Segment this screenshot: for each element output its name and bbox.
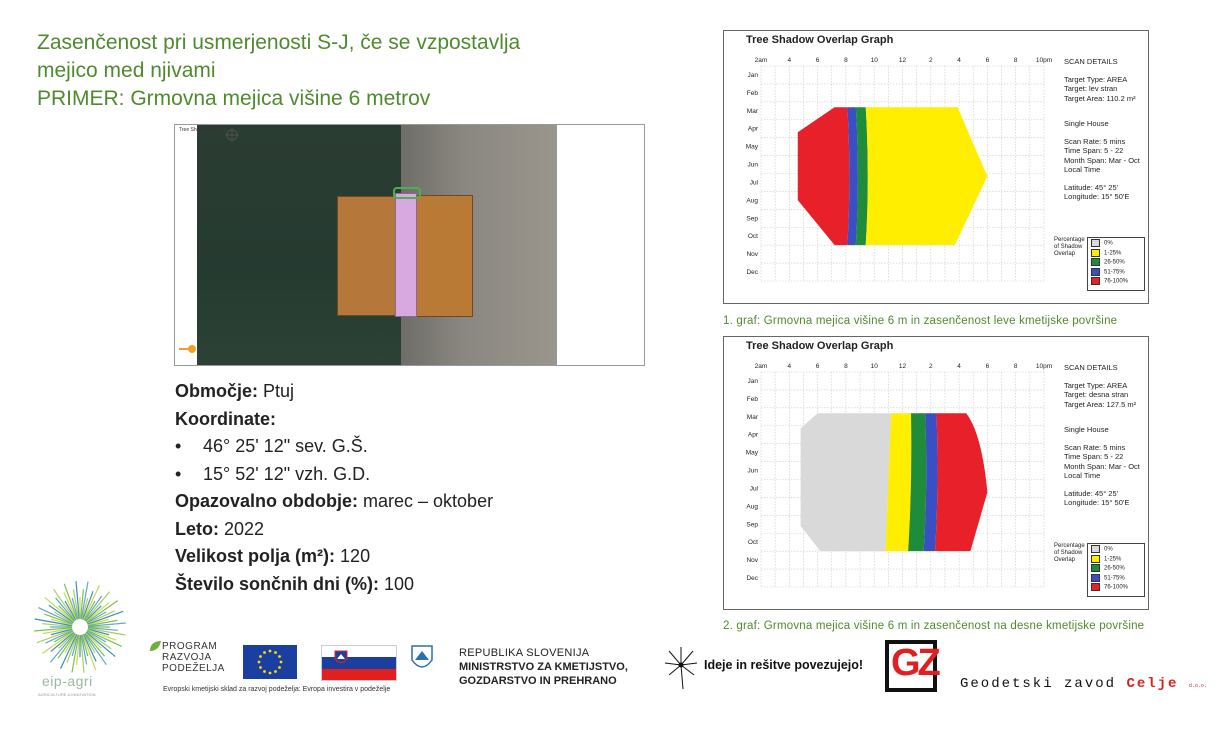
legend-title-3: Overlap	[1054, 251, 1076, 257]
legend-box	[1087, 543, 1145, 597]
chart-1-scan-details	[1064, 57, 1140, 202]
legend-title-1: Percentage	[1054, 543, 1085, 549]
chart-1-caption: 1. graf: Grmovna mejica višine 6 m in zasenčenost leve kmetijske površine	[723, 315, 1118, 327]
photo-header: Tree Shadow Plot	[179, 127, 219, 133]
eu-star	[269, 650, 272, 653]
page-title	[37, 29, 677, 113]
y-tick-label: May	[745, 449, 758, 457]
eu-star	[278, 655, 281, 658]
eip-agri-logo	[30, 577, 130, 707]
x-tick-label: 4	[787, 363, 792, 370]
x-tick-label: 10pm	[1035, 363, 1053, 370]
size-label: Velikost polja (m²):	[175, 546, 336, 566]
eu-star	[269, 672, 272, 675]
x-tick-label: 12	[898, 57, 907, 64]
slovenia-coat-icon	[334, 650, 348, 666]
y-tick-label: Jan	[747, 377, 758, 385]
scan-target-area: Target Area: 110.2 m²	[1064, 93, 1136, 103]
y-tick-label: May	[745, 143, 758, 151]
y-tick-label: Apr	[747, 431, 758, 439]
scan-heading: SCAN DETAILS	[1064, 57, 1118, 66]
y-tick-label: Jun	[747, 161, 758, 169]
scan-heading: SCAN DETAILS	[1064, 363, 1118, 372]
eu-flag	[243, 645, 297, 679]
sun-days-row	[175, 571, 493, 599]
y-tick-label: Jul	[749, 179, 758, 187]
photo-right-margin	[557, 125, 644, 365]
shadow-band-0	[801, 413, 892, 551]
x-tick-label: 2	[928, 363, 933, 370]
scan-local-time: Local Time	[1064, 165, 1101, 174]
scan-time-span: Time Span: 5 - 22	[1064, 146, 1124, 155]
eu-star	[280, 661, 283, 664]
shadow-band-1-25	[866, 107, 988, 245]
title-line-2: mejico med njivami	[37, 59, 216, 82]
celje-suffix: d.o.o.	[1188, 683, 1207, 689]
legend-title-3: Overlap	[1054, 557, 1076, 563]
chart-2-caption: 2. graf: Grmovna mejica višine 6 m in zasenčenost na desne kmetijske površine	[723, 620, 1145, 632]
left-shadow-area	[337, 196, 397, 316]
hedge-strip	[395, 193, 417, 317]
period-value: marec – oktober	[363, 491, 494, 511]
program-line-3: PODEŽELJA	[162, 663, 225, 674]
legend-title-1: Percentage	[1054, 237, 1085, 243]
area-label: Območje:	[175, 381, 259, 401]
legend-item-4: 76-100%	[1091, 583, 1141, 593]
ministry-line-3: GOZDARSTVO IN PREHRANO	[459, 675, 617, 687]
legend-item-3: 51-75%	[1091, 574, 1141, 584]
eip-agri-text: eip-agri	[42, 673, 93, 689]
x-tick-label: 6	[985, 57, 990, 64]
y-tick-label: Nov	[746, 251, 758, 259]
ideje-slogan: Ideje in rešitve povezujejo!	[704, 658, 864, 672]
eu-star	[263, 670, 266, 673]
y-tick-label: Dec	[746, 575, 758, 583]
x-tick-label: 2am	[754, 363, 768, 370]
x-tick-label: 4	[957, 363, 961, 370]
y-tick-label: Dec	[746, 269, 758, 277]
legend-item-0: 0%	[1091, 239, 1141, 249]
y-tick-label: Jan	[747, 71, 758, 79]
legend-item-0: 0%	[1091, 545, 1141, 555]
scan-target-area: Target Area: 127.5 m²	[1064, 399, 1137, 409]
year-value: 2022	[224, 518, 265, 539]
scan-month-span: Month Span: Mar - Oct	[1064, 155, 1140, 165]
title-line-3: PRIMER: Grmovna mejica višine 6 metrov	[37, 87, 431, 110]
x-tick-label: 10pm	[1035, 57, 1053, 64]
legend-title-2: of Shadow	[1054, 244, 1083, 250]
aerial-shadow-photo	[174, 124, 645, 366]
gz-letters: GZ	[891, 642, 938, 684]
ministry-line-2: MINISTRSTVO ZA KMETIJSTVO,	[459, 661, 628, 673]
scan-month-span: Month Span: Mar - Oct	[1064, 461, 1140, 471]
hedge-tree-marker	[393, 187, 421, 199]
y-tick-label: Apr	[747, 125, 758, 133]
coord-2-value: 15° 52' 12" vzh. G.D.	[203, 463, 371, 484]
chart-2	[723, 336, 1149, 610]
compass-icon	[225, 128, 239, 142]
eu-star	[258, 661, 261, 664]
y-tick-label: Feb	[746, 395, 758, 403]
eu-star	[263, 651, 266, 654]
coat-of-arms-icon	[410, 644, 434, 674]
y-tick-label: Aug	[746, 503, 758, 511]
period-label: Opazovalno obdobje:	[175, 491, 358, 511]
title-line-1: Zasenčenost pri usmerjenosti S-J, če se vzpostavlja	[37, 31, 521, 54]
x-tick-label: 8	[1013, 363, 1018, 370]
coord-1-value: 46° 25' 12" sev. G.Š.	[203, 436, 368, 456]
legend-title	[1054, 543, 1085, 564]
legend-item-3: 51-75%	[1091, 268, 1141, 278]
chart-1	[723, 30, 1149, 304]
geodetski-zavod-text	[960, 676, 1207, 692]
eu-star	[274, 670, 277, 673]
eip-agri-subtitle: AGRICULTURE & INNOVATION	[38, 692, 96, 697]
scan-rate: Scan Rate: 5 mins	[1064, 136, 1126, 146]
scan-target: Target: lev stran	[1064, 84, 1118, 93]
legend-item-1: 1-25%	[1091, 249, 1141, 259]
leaf-icon	[148, 639, 162, 653]
x-tick-label: 6	[815, 363, 820, 370]
legend-box	[1087, 237, 1145, 291]
x-tick-label: 2am	[754, 57, 768, 64]
y-tick-label: Aug	[746, 197, 758, 205]
photo-left-margin	[175, 125, 197, 365]
x-tick-label: 10	[870, 363, 878, 370]
legend-item-1: 1-25%	[1091, 555, 1141, 565]
eu-stars-icon	[243, 645, 297, 679]
eu-star	[274, 651, 277, 654]
y-tick-label: Mar	[746, 413, 758, 421]
scan-target-type: Target Type: AREA	[1064, 380, 1128, 390]
y-tick-label: Oct	[747, 539, 758, 547]
eip-agri-burst-icon	[30, 577, 130, 677]
sun-direction-icon	[179, 343, 197, 355]
size-value: 120	[340, 546, 371, 566]
x-tick-label: 8	[1013, 57, 1018, 64]
x-tick-label: 6	[815, 57, 820, 64]
chart-2-scan-details	[1064, 363, 1140, 508]
eu-fund-note: Evropski kmetijski sklad za razvoj podeželja: Evropa investira v podeželje	[163, 686, 391, 693]
y-tick-label: Jun	[747, 467, 758, 475]
legend-item-2: 26-50%	[1091, 564, 1141, 574]
eu-star	[278, 666, 281, 669]
shadow-band-76-100	[798, 107, 850, 245]
scan-latitude: Latitude: 45° 25'	[1064, 182, 1119, 192]
dandelion-icon	[661, 645, 701, 691]
celje-label: Celje	[1126, 676, 1179, 692]
scan-local-time: Local Time	[1064, 471, 1101, 480]
geodetski-label: Geodetski zavod	[960, 676, 1117, 692]
legend-item-4: 76-100%	[1091, 277, 1141, 287]
chart-1-title: Tree Shadow Overlap Graph	[746, 34, 894, 46]
scan-target-type: Target Type: AREA	[1064, 74, 1128, 84]
program-line-2: RAZVOJA	[162, 652, 212, 663]
program-line-1: PROGRAM	[162, 641, 218, 652]
coords-row	[175, 406, 493, 434]
legend-title-2: of Shadow	[1054, 550, 1083, 556]
field-size-row	[175, 543, 493, 571]
scan-longitude: Longitude: 15° 50'E	[1064, 498, 1130, 507]
year-row	[175, 516, 493, 544]
scan-house: Single House	[1064, 425, 1109, 434]
y-tick-label: Sep	[746, 521, 758, 529]
scan-target: Target: desna stran	[1064, 390, 1129, 399]
eu-star	[259, 655, 262, 658]
scan-rate: Scan Rate: 5 mins	[1064, 442, 1126, 452]
eu-star	[259, 666, 262, 669]
gz-logo	[885, 640, 937, 692]
coords-label: Koordinate:	[175, 408, 276, 429]
sun-value: 100	[384, 573, 415, 594]
x-tick-label: 4	[957, 57, 961, 64]
area-row	[175, 378, 493, 406]
x-tick-label: 4	[787, 57, 792, 64]
ministry-text	[459, 646, 628, 688]
x-tick-label: 8	[844, 363, 848, 370]
y-tick-label: Nov	[746, 557, 758, 565]
coord-latitude: • 46° 25' 12" sev. G.Š.	[175, 436, 368, 456]
area-value: Ptuj	[263, 381, 295, 401]
sun-label: Število sončnih dni (%):	[175, 573, 380, 594]
location-details	[175, 378, 493, 598]
x-tick-label: 2	[928, 57, 933, 64]
scan-longitude: Longitude: 15° 50'E	[1064, 192, 1130, 201]
shadow-band-76-100	[935, 413, 987, 551]
x-tick-label: 8	[844, 57, 848, 64]
y-tick-label: Sep	[746, 215, 758, 223]
x-tick-label: 12	[898, 363, 907, 370]
chart-2-title: Tree Shadow Overlap Graph	[746, 340, 894, 352]
year-label: Leto:	[175, 518, 219, 539]
slovenia-flag	[321, 645, 397, 681]
right-shadow-area	[415, 195, 473, 317]
ministry-line-1: REPUBLIKA SLOVENIJA	[459, 647, 590, 659]
y-tick-label: Mar	[746, 107, 758, 115]
y-tick-label: Oct	[747, 233, 758, 241]
scan-latitude: Latitude: 45° 25'	[1064, 488, 1119, 498]
x-tick-label: 10	[870, 57, 878, 64]
x-tick-label: 6	[985, 363, 990, 370]
scan-house: Single House	[1064, 119, 1109, 128]
legend-title	[1054, 237, 1085, 258]
y-tick-label: Jul	[749, 485, 758, 493]
period-row	[175, 488, 493, 516]
scan-time-span: Time Span: 5 - 22	[1064, 452, 1124, 461]
y-tick-label: Feb	[746, 89, 758, 97]
legend-item-2: 26-50%	[1091, 258, 1141, 268]
coord-longitude: • 15° 52' 12" vzh. G.D.	[175, 463, 371, 484]
